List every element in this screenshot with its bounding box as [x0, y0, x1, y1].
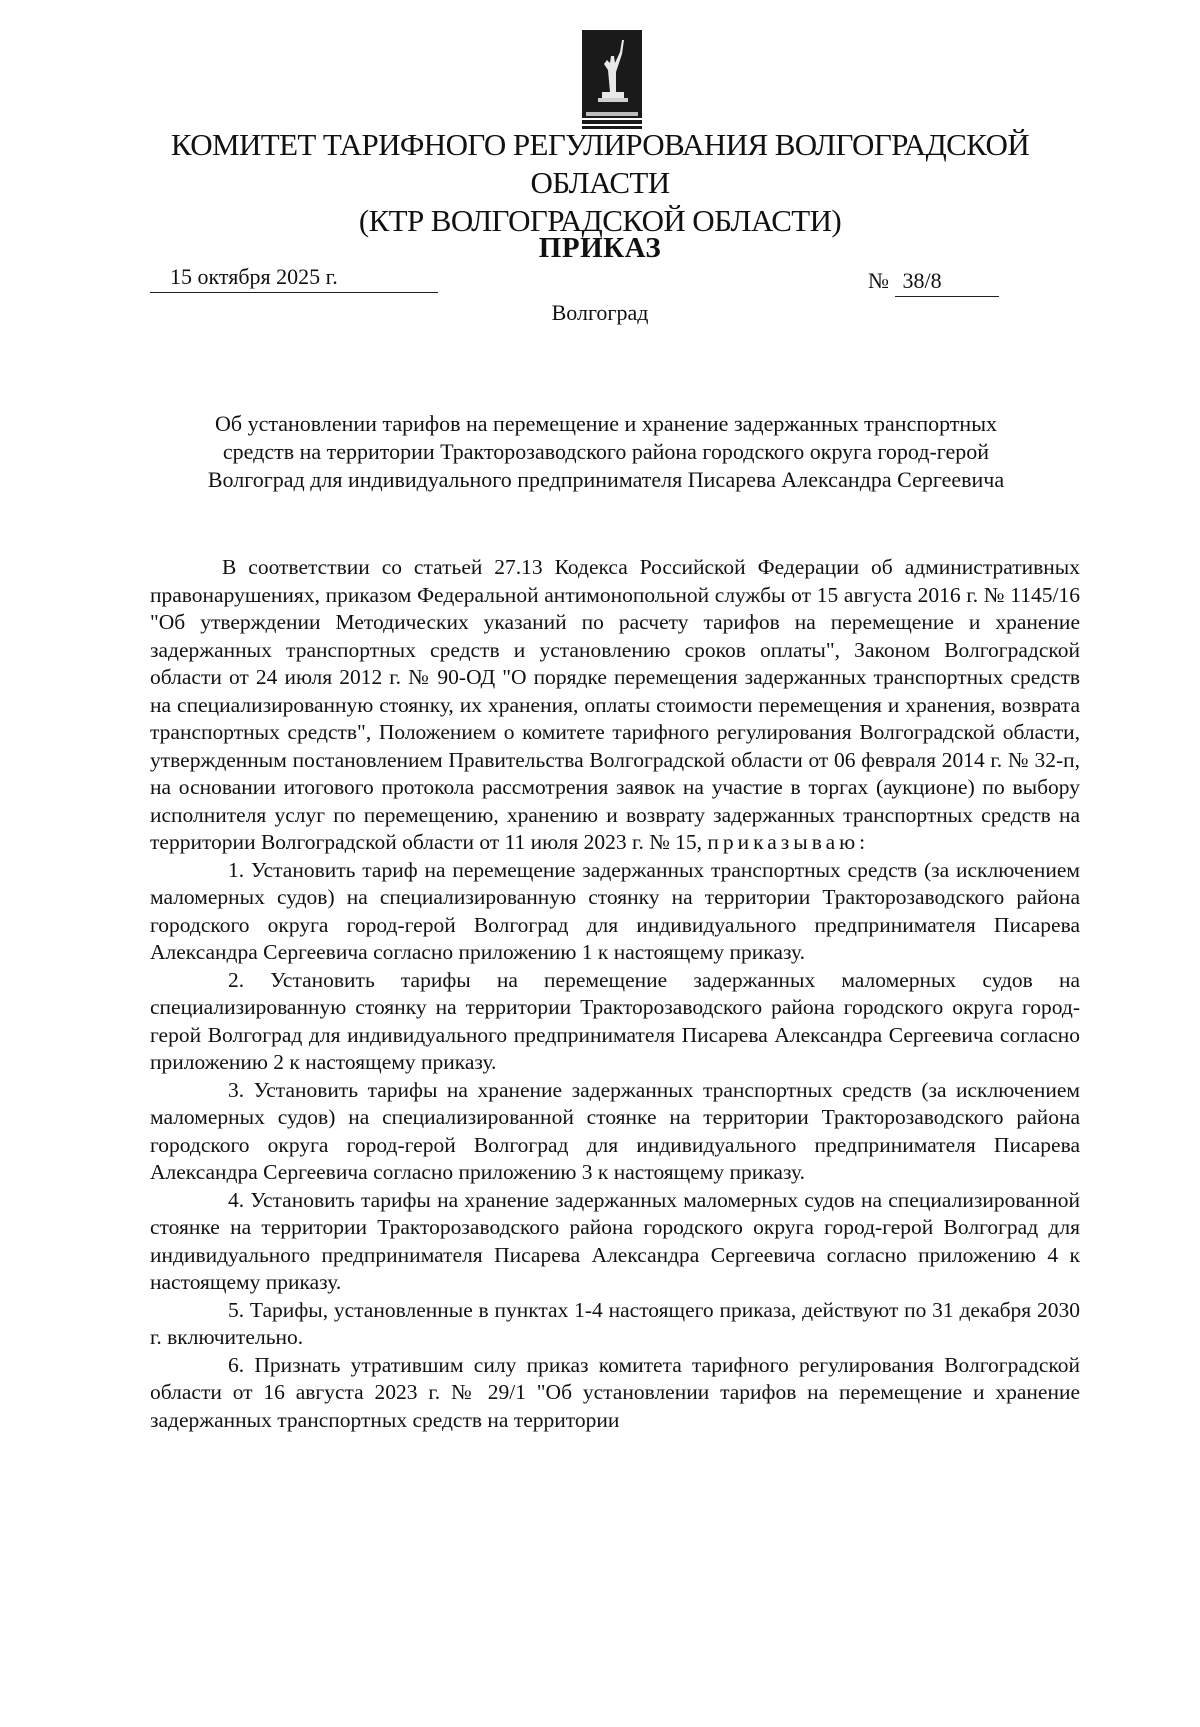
order-item: 1. Установить тариф на перемещение задержанных транспортных средств (за исключением маломерных судов) на специализированную стоянку на территории Тракторозаводского района городского округа город-герой Волгоград для индивидуального предпринимателя Писарева Александра Сергеевича согласно приложению 1 к настоящему приказу. — [150, 857, 1080, 964]
order-item: 5. Тарифы, установленные в пунктах 1-4 настоящего приказа, действуют по 31 декабря 2030 г. включительно. — [150, 1297, 1080, 1349]
order-word: приказываю: — [707, 830, 870, 854]
document-date: 15 октября 2025 г. — [150, 262, 438, 293]
order-item: 3. Установить тарифы на хранение задержанных транспортных средств (за исключением маломерных судов) на специализированной стоянке на территории Тракторозаводского района городского округа город-герой Волгоград для индивидуального предпринимателя Писарева Александра Сергеевича согласно приложению 3 к настоящему приказу. — [150, 1077, 1080, 1184]
subject-line: Волгоград для индивидуального предпринимателя Писарева Александра Сергеевича — [207, 467, 1005, 492]
preamble-paragraph — [150, 554, 1080, 857]
subject-line: Об установлении тарифов на перемещение и хранение задержанных транспортных — [215, 411, 997, 436]
order-item: 6. Признать утратившим силу приказ комитета тарифного регулирования Волгоградской области от 16 августа 2023 г. № 29/1 "Об установлении тарифов на перемещение и хранение задержанных транспортных средств на территории — [150, 1352, 1080, 1432]
order-item: 4. Установить тарифы на хранение задержанных маломерных судов на специализированной стоянке на территории Тракторозаводского района городского округа город-герой Волгоград для индивидуального предпринимателя Писарева Александра Сергеевича согласно приложению 4 к настоящему приказу. — [150, 1187, 1080, 1294]
document-subject — [150, 410, 1062, 494]
preamble-text: В соответствии со статьей 27.13 Кодекса Российской Федерации об административных правонарушениях, приказом Федеральной антимонопольной службы от 15 августа 2016 г. № 1145/16 "Об утверждении Методических указаний по расчету тарифов на перемещение и хранение задержанных транспортных средств и установлению сроков оплаты", Законом Волгоградской области от 24 июля 2012 г. № 90-ОД "О порядке перемещения задержанных транспортных средств на специализированную стоянку, их хранения, оплаты стоимости перемещения и хранения, возврата транспортных средств", Положением о комитете тарифного регулирования Волгоградской области, утвержденным постановлением Правительства Волгоградской области от 06 февраля 2014 г. № 32-п, на основании итогового протокола рассмотрения заявок на участие в торгах (аукционе) по выбору исполнителя услуг по перемещению, хранению и возврату задержанных транспортных средств на территории Волгоградской области от 11 июля 2023 г. № 15, — [150, 555, 1080, 854]
number-label: № — [868, 268, 889, 293]
subject-line: средств на территории Тракторозаводского района городского округа город-герой — [222, 439, 990, 464]
organization-name-line1: КОМИТЕТ ТАРИФНОГО РЕГУЛИРОВАНИЯ ВОЛГОГРАДСКОЙ ОБЛАСТИ — [170, 127, 1030, 200]
document-city: Волгоград — [551, 300, 649, 325]
number-value: 38/8 — [895, 266, 999, 297]
document-body — [150, 554, 1080, 1434]
volgograd-emblem-icon — [580, 30, 644, 130]
organization-name-line2: (КТР ВОЛГОГРАДСКОЙ ОБЛАСТИ) — [358, 203, 842, 238]
document-type: ПРИКАЗ — [538, 232, 662, 264]
organization-name — [100, 126, 1100, 240]
order-item: 2. Установить тарифы на перемещение задержанных маломерных судов на специализированную стоянку на территории Тракторозаводского района городского округа город-герой Волгоград для индивидуального предпринимателя Писарева Александра Сергеевича согласно приложению 2 к настоящему приказу. — [150, 967, 1080, 1074]
document-number — [868, 266, 1008, 297]
